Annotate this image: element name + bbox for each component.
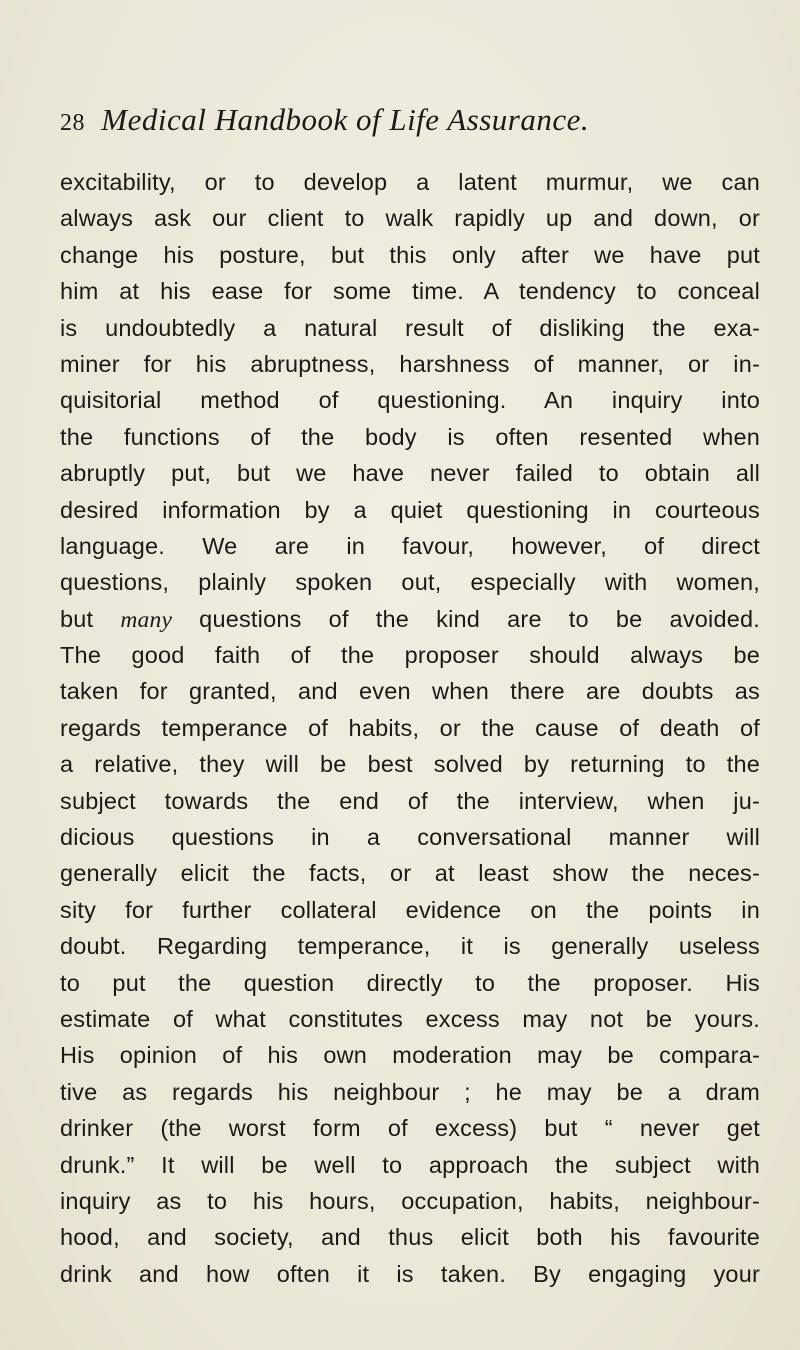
text-line: questions, plainly spoken out, especially with women,: [60, 569, 760, 596]
text-line: is undoubtedly a natural result of disliking the exa-: [60, 314, 760, 341]
text-line-start: but: [60, 605, 121, 632]
text-line: change his posture, but this only after we have put: [60, 241, 760, 268]
emphasis-word: many: [120, 606, 173, 633]
text-line: language. We are in favour, however, of direct: [60, 532, 760, 559]
page-number: 28: [60, 110, 85, 136]
text-line: His opinion of his own moderation may be compara-: [60, 1042, 760, 1069]
text-line: taken for granted, and even when there are doubts as: [60, 678, 760, 705]
text-line: drinker (the worst form of excess) but “ never get: [60, 1115, 760, 1142]
text-line: quisitorial method of questioning. An inquiry into: [60, 387, 760, 414]
running-head: [60, 100, 760, 140]
text-line: drink and how often it is taken. By engaging your: [60, 1260, 760, 1287]
text-line: abruptly put, but we have never failed to obtain all: [60, 460, 760, 487]
text-line: subject towards the end of the interview, when ju-: [60, 787, 760, 814]
text-line: a relative, they will be best solved by returning to the: [60, 751, 760, 778]
text-line: regards temperance of habits, or the cause of death of: [60, 714, 760, 741]
text-line: dicious questions in a conversational manner will: [60, 824, 760, 851]
text-line: generally elicit the facts, or at least show the neces-: [60, 860, 760, 887]
body-paragraph: [60, 164, 760, 1292]
text-line: hood, and society, and thus elicit both his favourite: [60, 1224, 760, 1251]
running-title: Medical Handbook of Life Assurance.: [101, 102, 590, 137]
text-line: doubt. Regarding temperance, it is generally useless: [60, 933, 760, 960]
text-line: miner for his abruptness, harshness of manner, or in-: [60, 350, 760, 377]
text-line-end: questions of the kind are to be avoided.: [172, 605, 760, 632]
text-line: The good faith of the proposer should always be: [60, 642, 760, 669]
text-line: him at his ease for some time. A tendency to conceal: [60, 278, 760, 305]
text-line-with-emphasis: [60, 601, 760, 637]
text-line: sity for further collateral evidence on the points in: [60, 896, 760, 923]
text-line: excitability, or to develop a latent murmur, we can: [60, 169, 760, 195]
text-line: estimate of what constitutes excess may not be yours.: [60, 1005, 760, 1032]
text-line: the functions of the body is often resented when: [60, 423, 760, 450]
text-line: always ask our client to walk rapidly up and down, or: [60, 205, 760, 232]
text-line: to put the question directly to the proposer. His: [60, 969, 760, 996]
text-line: drunk.” It will be well to approach the subject with: [60, 1151, 760, 1178]
text-line: desired information by a quiet questioning in courteous: [60, 496, 760, 523]
text-line: tive as regards his neighbour ; he may be a dram: [60, 1078, 760, 1105]
text-line: inquiry as to his hours, occupation, habits, neighbour-: [60, 1187, 760, 1214]
